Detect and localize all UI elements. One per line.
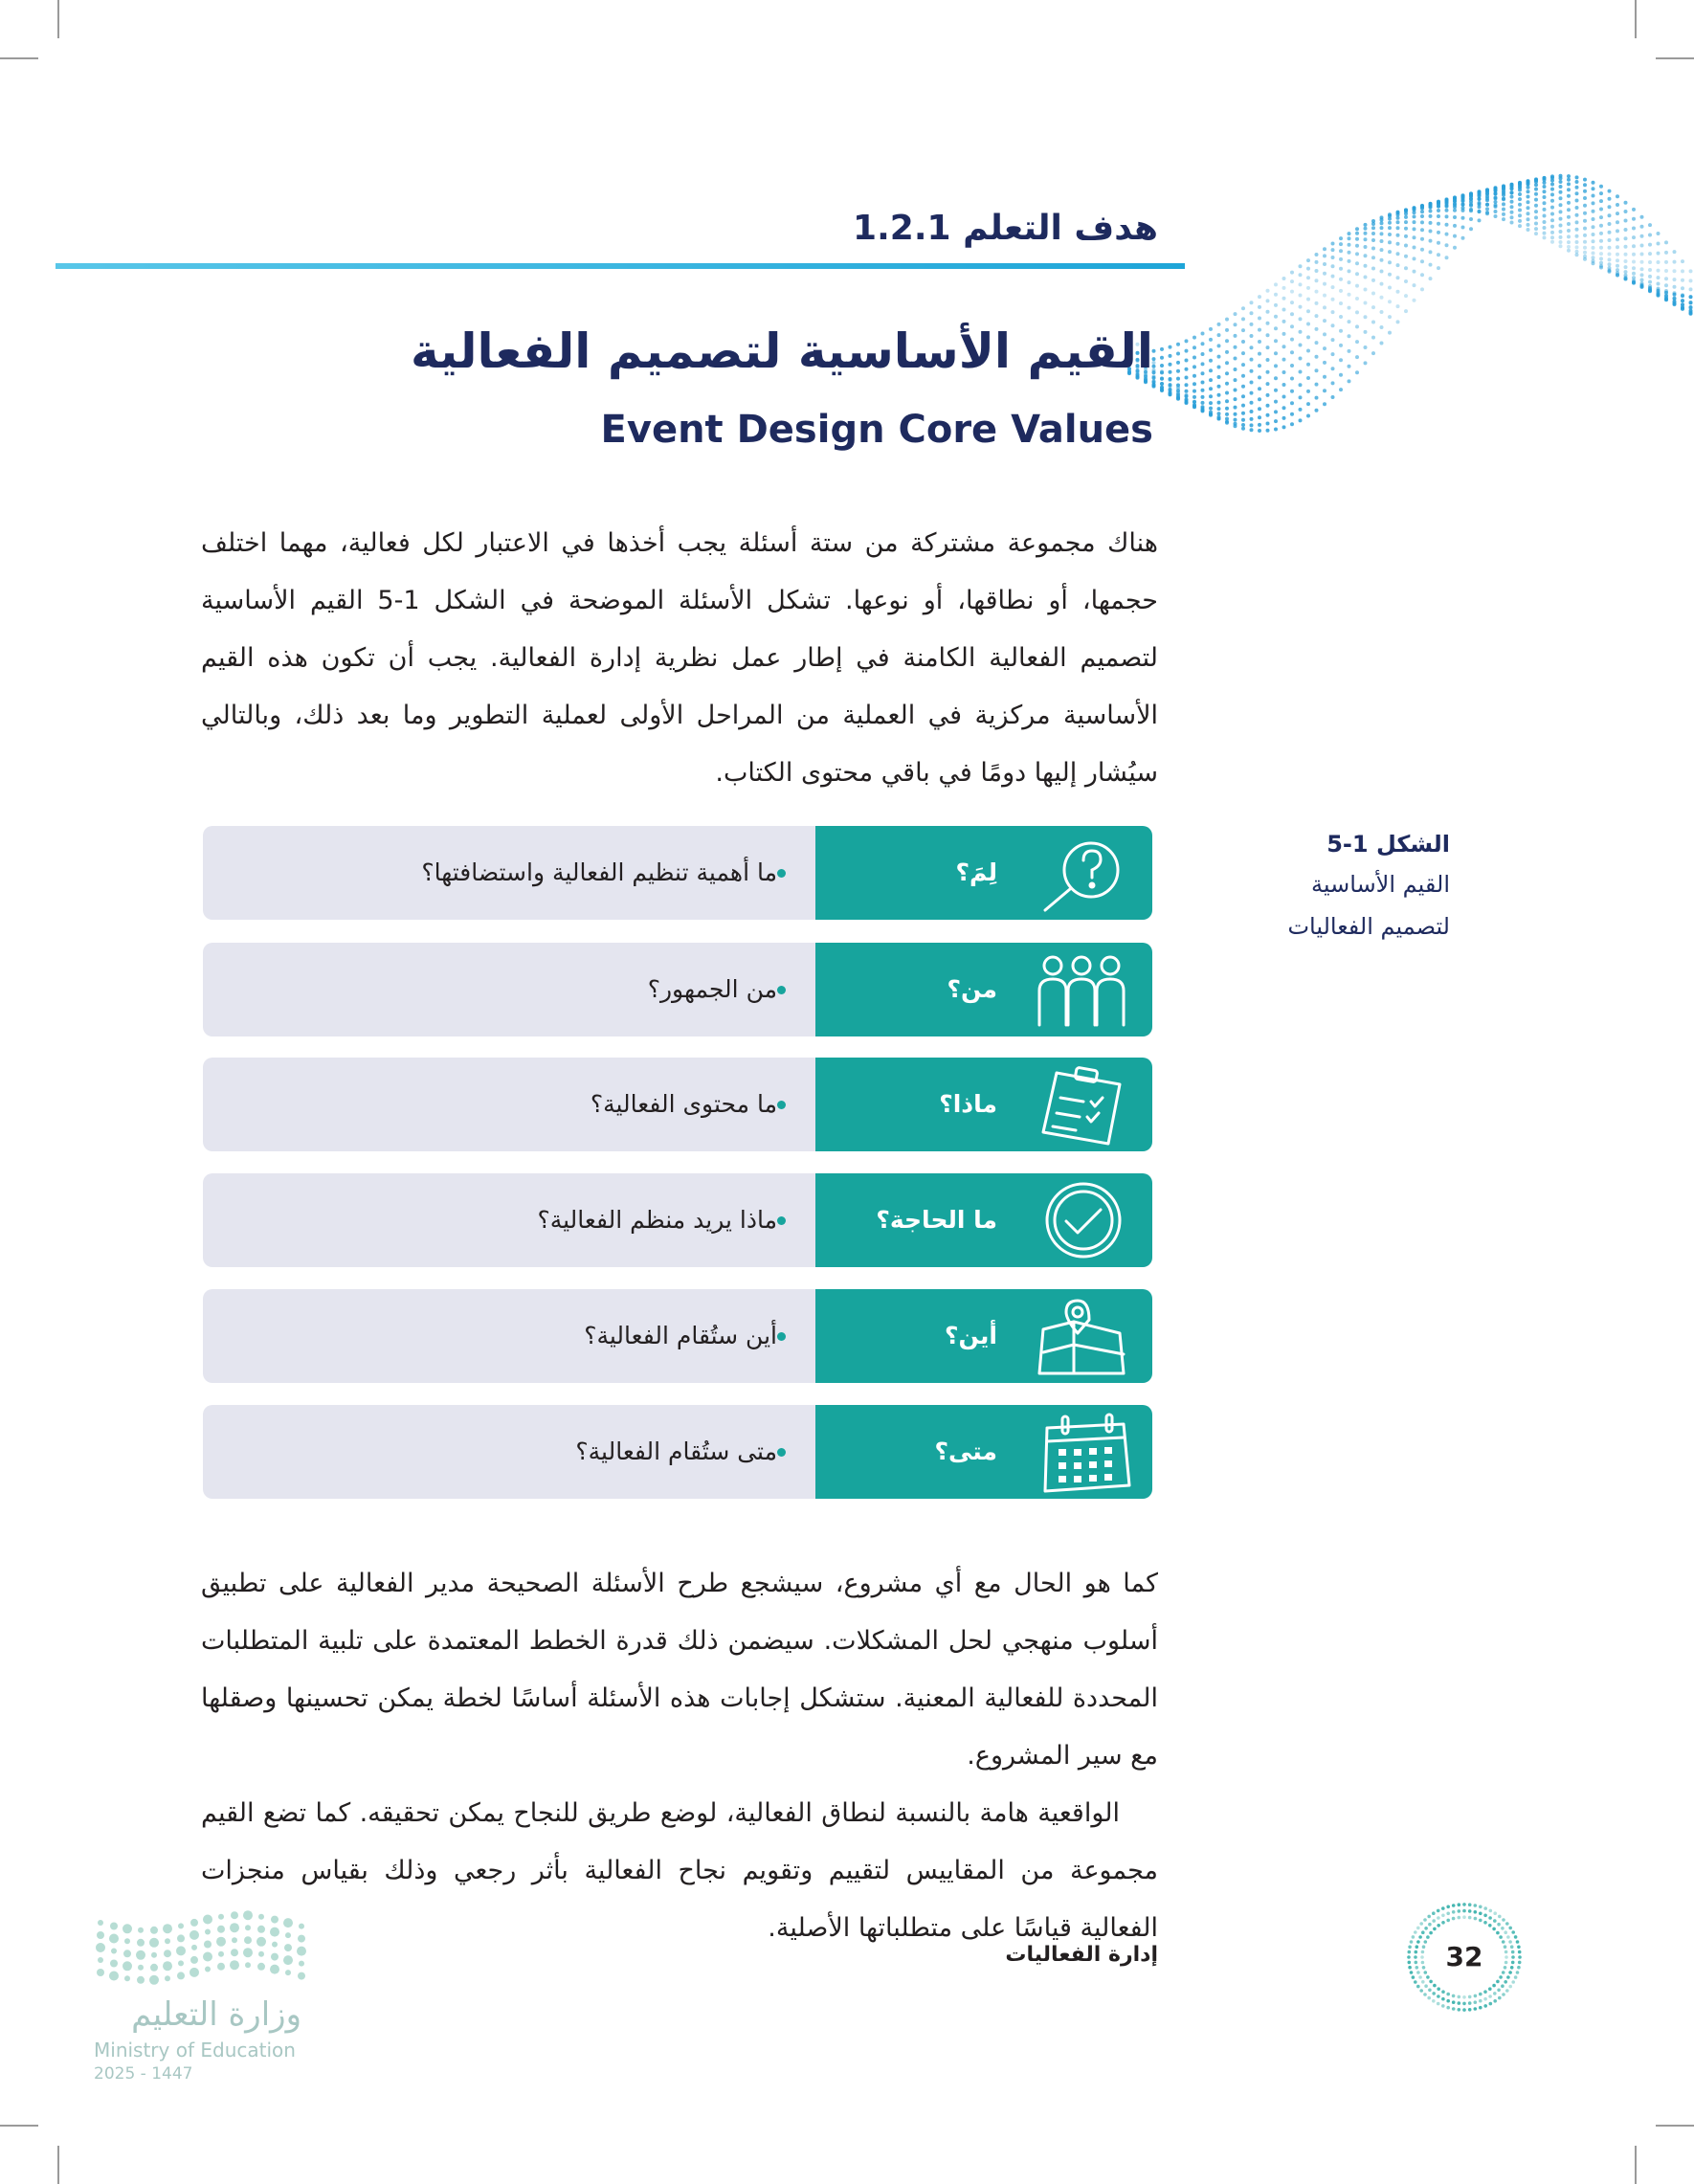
core-value-row-what [203, 1058, 1152, 1151]
question-text: ما محتوى الفعالية؟ [590, 1090, 777, 1118]
page-title-arabic: القيم الأساسية لتصميم الفعالية [411, 323, 1153, 379]
dotted-wave-decoration [1101, 124, 1694, 488]
learning-goal-title: هدف التعلم 1.2.1 [853, 209, 1158, 248]
question-label: لِمَ؟ [955, 858, 997, 886]
ministry-name-english: Ministry of Education [94, 2039, 296, 2061]
people-group-icon [1024, 948, 1139, 1031]
figure-caption-line: لتصميم الفعاليات [1287, 913, 1450, 940]
question-text: متى ستُقام الفعالية؟ [575, 1437, 777, 1465]
book-title-footer: إدارة الفعاليات [1005, 1943, 1158, 1967]
intro-paragraph: هناك مجموعة مشتركة من ستة أسئلة يجب أخذها في الاعتبار لكل فعالية، مهما اختلف حجمها، أو نطاقها، أو نوعها. تشكل الأسئلة الموضحة في الشكل 1-5 القيم الأساسية لتصميم الفعالية الكامنة في إطار عمل نظرية إدارة الفعالية. يجب أن تكون هذه القيم الأساسية مركزية في العملية من المراحل الأولى لعملية التطوير وما بعد ذلك، وبالتالي سيُشار إليها دومًا في باقي محتوى الكتاب. [201, 528, 1158, 788]
question-text: ماذا يريد منظم الفعالية؟ [537, 1206, 777, 1234]
magnifier-question-icon [1024, 832, 1139, 914]
crop-mark [57, 0, 59, 38]
page-number-badge [1393, 1900, 1536, 2015]
core-value-row-need [203, 1173, 1152, 1267]
goal-underline [56, 263, 1185, 269]
crop-mark [1656, 2125, 1694, 2127]
figure-caption-line: القيم الأساسية [1311, 871, 1450, 898]
question-text: ما أهمية تنظيم الفعالية واستضافتها؟ [421, 858, 777, 886]
figure-caption [1220, 825, 1450, 947]
question-label: ما الحاجة؟ [876, 1206, 997, 1234]
question-text: أين ستُقام الفعالية؟ [584, 1322, 777, 1349]
page-title-english: Event Design Core Values [600, 408, 1153, 452]
crop-mark [0, 57, 38, 59]
ministry-name-arabic: وزارة التعليم [131, 1995, 301, 2034]
question-text: من الجمهور؟ [647, 975, 777, 1003]
question-label: ماذا؟ [939, 1090, 997, 1118]
question-label: أين؟ [945, 1322, 997, 1349]
question-label: متى؟ [934, 1437, 997, 1465]
clipboard-checklist-icon [1024, 1063, 1139, 1146]
bullet [777, 1448, 786, 1457]
crop-mark [1635, 0, 1637, 38]
page-number: 32 [1445, 1941, 1483, 1972]
core-value-row-where [203, 1289, 1152, 1383]
bullet [777, 869, 786, 878]
bullet [777, 1216, 786, 1225]
bullet [777, 1101, 786, 1109]
check-circle-icon [1024, 1179, 1139, 1261]
body-paragraph: كما هو الحال مع أي مشروع، سيشجع طرح الأسئلة الصحيحة مدير الفعالية على تطبيق أسلوب منهجي لحل المشكلات. سيضمن ذلك قدرة الخطط المعتمدة على تلبية المتطلبات المحددة للفعالية المعنية. ستشكل إجابات هذه الأسئلة أساسًا لخطة يمكن تحسينها وصقلها مع سير المشروع. [201, 1569, 1158, 1771]
core-value-row-when [203, 1405, 1152, 1499]
core-value-row-why [203, 826, 1152, 920]
body-paragraph: الواقعية هامة بالنسبة لنطاق الفعالية، لوضع طريق للنجاح يمكن تحقيقه. كما تضع القيم مجموعة من المقاييس لتقييم وتقويم نجاح الفعالية بأثر رجعي وذلك بقياس منجزات الفعالية قياسًا على متطلباتها الأصلية. [201, 1798, 1158, 1943]
crop-mark [57, 2146, 59, 2184]
question-label: من؟ [947, 975, 997, 1003]
ministry-year: 2025 - 1447 [94, 2064, 193, 2084]
map-pin-icon [1024, 1295, 1139, 1377]
crop-mark [0, 2125, 38, 2127]
figure-number: الشكل 1-5 [1326, 831, 1450, 858]
crop-mark [1656, 57, 1694, 59]
core-value-row-who [203, 943, 1152, 1036]
calendar-icon [1024, 1411, 1139, 1493]
crop-mark [1635, 2146, 1637, 2184]
bullet [777, 1332, 786, 1341]
bullet [777, 986, 786, 994]
